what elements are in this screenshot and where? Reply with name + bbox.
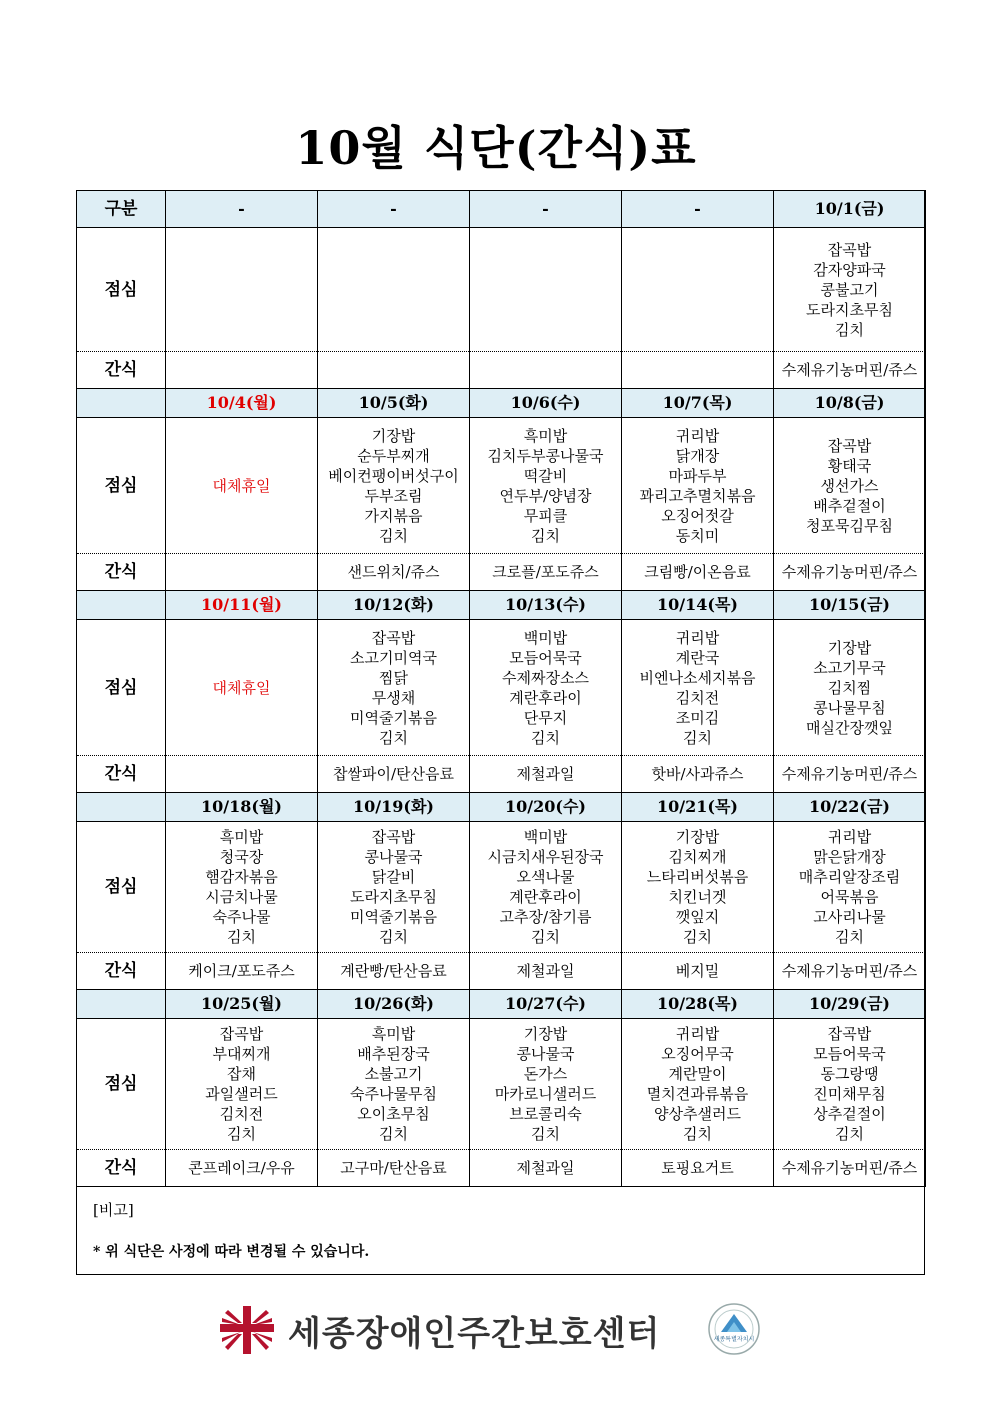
date-cell: 10/19(화) [318, 793, 470, 822]
menu-item: 김치 [531, 928, 560, 946]
menu-item: 대체휴일 [212, 476, 271, 495]
menu-item: 김치 [531, 1125, 560, 1143]
menu-item: 맑은닭개장 [813, 848, 886, 866]
menu-item: 고추장/참기름 [499, 908, 592, 926]
date-cell: - [622, 191, 774, 228]
snack-cell: 수제유기농머핀/쥬스 [774, 352, 926, 389]
menu-item: 모듬어묵국 [813, 1045, 886, 1063]
menu-item: 도라지초무침 [806, 300, 893, 319]
menu-item: 김치 [683, 928, 712, 946]
menu-item: 오색나물 [516, 868, 575, 886]
date-cell: 10/27(수) [470, 990, 622, 1019]
menu-item: 시금치새우된장국 [487, 848, 604, 866]
date-cell: 10/13(수) [470, 591, 622, 620]
date-cell: 10/28(목) [622, 990, 774, 1019]
snack-cell: 수제유기농머핀/쥬스 [774, 953, 926, 990]
menu-item: 미역줄기볶음 [350, 708, 437, 727]
menu-item: 콩나물국 [364, 848, 423, 866]
menu-item: 감자양파국 [813, 260, 886, 279]
date-cell: 10/11(월) [166, 591, 318, 620]
menu-item: 계란국 [675, 648, 720, 667]
snack-label: 간식 [77, 554, 166, 591]
menu-item: 모듬어묵국 [509, 648, 582, 667]
menu-item: 계란후라이 [509, 888, 582, 906]
date-cell: 10/6(수) [470, 389, 622, 418]
menu-item: 귀리밥 [675, 628, 720, 647]
menu-item: 잡곡밥 [827, 240, 872, 259]
date-cell: 10/14(목) [622, 591, 774, 620]
menu-item: 잡곡밥 [827, 436, 872, 455]
date-cell: 10/21(목) [622, 793, 774, 822]
menu-item: 수제짜장소스 [502, 668, 589, 687]
menu-item: 계란후라이 [509, 688, 582, 707]
snack-cell: 수제유기농머핀/쥬스 [774, 756, 926, 793]
seal-text: 세종특별자치시 [713, 1336, 755, 1343]
menu-item: 콩나물무침 [813, 698, 886, 717]
menu-item: 어묵볶음 [820, 888, 879, 906]
menu-item: 김치 [379, 728, 408, 747]
menu-item: 기장밥 [827, 638, 872, 657]
menu-item: 김치 [531, 526, 560, 545]
menu-item: 김치찌개 [668, 848, 727, 866]
menu-item: 흑미밥 [371, 1025, 416, 1043]
menu-item: 백미밥 [523, 628, 568, 647]
snack-cell: 제철과일 [470, 756, 622, 793]
date-cell: 10/20(수) [470, 793, 622, 822]
menu-item: 대체휴일 [212, 678, 271, 697]
menu-item: 마파두부 [668, 466, 727, 485]
date-cell: 10/1(금) [774, 191, 926, 228]
date-cell: 10/29(금) [774, 990, 926, 1019]
menu-item: 동그랑땡 [820, 1065, 879, 1083]
menu-item: 흑미밥 [219, 828, 264, 846]
menu-item: 양상추샐러드 [654, 1105, 741, 1123]
menu-item: 매추리알장조림 [798, 868, 901, 886]
date-cell: 10/26(화) [318, 990, 470, 1019]
menu-item: 배추겉절이 [813, 496, 886, 515]
lunch-label: 점심 [77, 228, 166, 352]
snack-label: 간식 [77, 352, 166, 389]
lunch-label: 점심 [77, 418, 166, 554]
menu-item: 숙주나물 [212, 908, 271, 926]
snack-cell: 베지밀 [622, 953, 774, 990]
menu-item: 귀리밥 [675, 1025, 720, 1043]
menu-item: 기장밥 [675, 828, 720, 846]
menu-item: 오징어젓갈 [661, 506, 734, 525]
date-cell: 10/18(월) [166, 793, 318, 822]
menu-item: 소불고기 [364, 1065, 423, 1083]
menu-item: 김치 [379, 1125, 408, 1143]
menu-item: 흑미밥 [523, 426, 568, 445]
snack-cell: 토핑요거트 [622, 1150, 774, 1187]
date-cell: 10/4(월) [166, 389, 318, 418]
menu-item: 잡채 [227, 1065, 256, 1083]
date-cell: - [318, 191, 470, 228]
menu-item: 기장밥 [371, 426, 416, 445]
menu-item: 멸치견과류볶음 [646, 1085, 749, 1103]
menu-item: 계란말이 [668, 1065, 727, 1083]
menu-item: 떡갈비 [523, 466, 568, 485]
menu-item: 조미김 [675, 708, 720, 727]
menu-item: 소고기무국 [813, 658, 886, 677]
menu-item: 숙주나물무침 [350, 1085, 437, 1103]
sejong-city-seal-icon [707, 1302, 761, 1356]
snack-cell: 수제유기농머핀/쥬스 [774, 1150, 926, 1187]
menu-item: 김치 [683, 1125, 712, 1143]
menu-item: 고사리나물 [813, 908, 886, 926]
date-cell: 10/5(화) [318, 389, 470, 418]
menu-item: 콩불고기 [820, 280, 879, 299]
menu-item: 연두부/양념장 [499, 486, 592, 505]
date-cell: 10/8(금) [774, 389, 926, 418]
menu-item: 잡곡밥 [371, 828, 416, 846]
menu-item: 김치찜 [827, 678, 872, 697]
menu-item: 기장밥 [523, 1025, 568, 1043]
menu-item: 닭개장 [675, 446, 720, 465]
date-cell: 10/15(금) [774, 591, 926, 620]
footer [220, 1300, 780, 1360]
snack-cell: 찹쌀파이/탄산음료 [318, 756, 470, 793]
snack-cell: 수제유기농머핀/쥬스 [774, 554, 926, 591]
menu-item: 백미밥 [523, 828, 568, 846]
snack-cell: 핫바/사과쥬스 [622, 756, 774, 793]
menu-item: 돈가스 [523, 1065, 568, 1083]
menu-item: 찜닭 [379, 668, 408, 687]
date-cell: - [470, 191, 622, 228]
snack-cell: 콘프레이크/우유 [166, 1150, 318, 1187]
menu-item: 김치두부콩나물국 [487, 446, 604, 465]
menu-item: 생선가스 [820, 476, 879, 495]
menu-item: 배추된장국 [357, 1045, 430, 1063]
menu-item: 김치 [379, 526, 408, 545]
menu-item: 소고기미역국 [350, 648, 437, 667]
snack-label: 간식 [77, 1150, 166, 1187]
menu-item: 귀리밥 [675, 426, 720, 445]
menu-item: 김치 [227, 1125, 256, 1143]
snack-cell: 고구마/탄산음료 [318, 1150, 470, 1187]
menu-item: 매실간장깻잎 [806, 718, 893, 737]
organization-name: 세종장애인주간보호센터 [288, 1314, 661, 1354]
menu-item: 무피클 [523, 506, 568, 525]
snack-label: 간식 [77, 756, 166, 793]
menu-item: 시금치나물 [205, 888, 278, 906]
menu-item: 청포묵김무침 [806, 516, 893, 535]
snack-cell: 크림빵/이온음료 [622, 554, 774, 591]
date-cell: 10/7(목) [622, 389, 774, 418]
menu-item: 오징어무국 [661, 1045, 734, 1063]
snack-cell: 제철과일 [470, 1150, 622, 1187]
menu-item: 진미채무침 [813, 1085, 886, 1103]
menu-item: 치킨너겟 [668, 888, 727, 906]
menu-item: 김치 [835, 928, 864, 946]
snack-cell: 제철과일 [470, 953, 622, 990]
snack-label: 간식 [77, 953, 166, 990]
menu-item: 브로콜리숙 [509, 1105, 582, 1123]
notes-text: * 위 식단은 사정에 따라 변경될 수 있습니다. [93, 1244, 370, 1260]
snack-cell: 케이크/포도쥬스 [166, 953, 318, 990]
menu-item: 김치 [379, 928, 408, 946]
menu-item: 오이초무침 [357, 1105, 430, 1123]
menu-item: 잡곡밥 [371, 628, 416, 647]
page-title: 10월 식단(간식)표 [295, 121, 697, 175]
menu-item: 김치 [531, 728, 560, 747]
snack-cell: 계란빵/탄산음료 [318, 953, 470, 990]
menu-item: 베이컨팽이버섯구이 [328, 466, 459, 485]
snack-cell: 샌드위치/쥬스 [318, 554, 470, 591]
table-frame [76, 190, 925, 1275]
menu-item: 비엔나소세지볶음 [639, 668, 756, 687]
menu-item: 황태국 [827, 456, 872, 475]
menu-item: 깻잎지 [675, 908, 720, 926]
menu-item: 도라지초무침 [350, 888, 437, 906]
menu-item: 가지볶음 [364, 506, 423, 525]
lunch-label: 점심 [77, 1019, 166, 1150]
menu-item: 마카로니샐러드 [494, 1085, 597, 1103]
menu-item: 느타리버섯볶음 [646, 868, 749, 886]
notes-section [93, 1200, 369, 1262]
menu-item: 미역줄기볶음 [350, 908, 437, 926]
menu-item: 부대찌개 [212, 1045, 271, 1063]
menu-item: 김치 [683, 728, 712, 747]
menu-item: 꽈리고추멸치볶음 [639, 486, 756, 505]
date-cell: 10/22(금) [774, 793, 926, 822]
date-cell: 10/12(화) [318, 591, 470, 620]
menu-item: 김치 [835, 1125, 864, 1143]
menu-item: 순두부찌개 [357, 446, 430, 465]
menu-item: 청국장 [219, 848, 264, 866]
snack-cell: 크로플/포도쥬스 [470, 554, 622, 591]
category-label: 구분 [77, 191, 166, 228]
lunch-label: 점심 [77, 822, 166, 953]
menu-item: 두부조림 [364, 486, 423, 505]
menu-item: 귀리밥 [827, 828, 872, 846]
menu-item: 김치 [835, 320, 864, 339]
date-cell: 10/25(월) [166, 990, 318, 1019]
caritas-cross-logo-icon [220, 1306, 274, 1354]
menu-item: 김치 [227, 928, 256, 946]
menu-item: 김치전 [219, 1105, 264, 1123]
menu-item: 콩나물국 [516, 1045, 575, 1063]
menu-item: 닭갈비 [371, 868, 416, 886]
menu-item: 잡곡밥 [219, 1025, 264, 1043]
lunch-label: 점심 [77, 620, 166, 756]
date-cell: - [166, 191, 318, 228]
menu-item: 상추겉절이 [813, 1105, 886, 1123]
menu-item: 동치미 [675, 526, 720, 545]
notes-heading: [비고] [93, 1201, 134, 1219]
menu-item: 잡곡밥 [827, 1025, 872, 1043]
menu-item: 과일샐러드 [205, 1085, 278, 1103]
menu-item: 햄감자볶음 [205, 868, 278, 886]
menu-item: 단무지 [523, 708, 568, 727]
menu-item: 무생채 [371, 688, 416, 707]
menu-item: 김치전 [675, 688, 720, 707]
